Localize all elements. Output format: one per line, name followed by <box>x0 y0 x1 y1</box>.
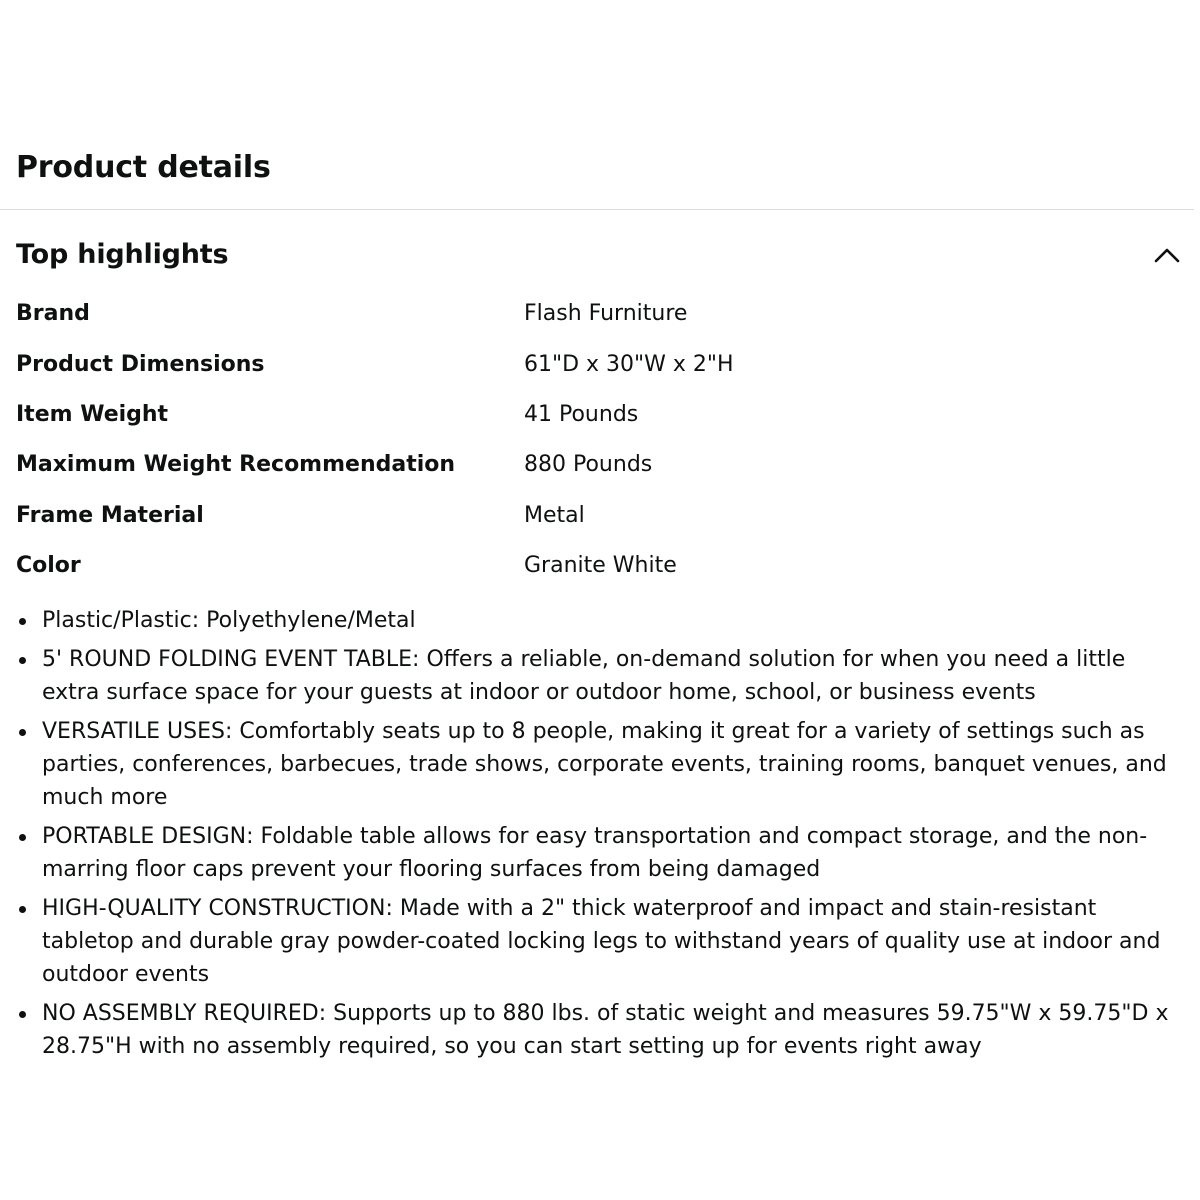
spec-row-product-dimensions <box>16 339 1176 389</box>
collapse-toggle-button[interactable] <box>1150 238 1184 272</box>
spec-value: 880 Pounds <box>524 452 653 478</box>
bullet-icon <box>19 906 26 913</box>
spec-label: Frame Material <box>16 502 204 528</box>
bullet-item <box>0 820 1176 886</box>
page-title: Product details <box>16 150 271 185</box>
spec-row-brand <box>16 289 1176 339</box>
bullet-icon <box>19 834 26 841</box>
bullet-icon <box>19 1011 26 1018</box>
bullet-text: PORTABLE DESIGN: Foldable table allows for easy transportation and compact storage, and the non-marring floor caps prevent your flooring surfaces from being damaged <box>42 824 1148 882</box>
bullet-item <box>0 997 1176 1063</box>
spec-value: 61"D x 30"W x 2"H <box>524 351 734 377</box>
section-title: Top highlights <box>16 239 229 270</box>
bullet-item <box>0 715 1176 814</box>
spec-row-max-weight <box>16 440 1176 490</box>
bullet-text: HIGH-QUALITY CONSTRUCTION: Made with a 2" thick waterproof and impact and stain-resistant tabletop and durable gray powder-coated locking legs to withstand years of quality use at indoor and outdoor events <box>42 896 1161 987</box>
bullet-icon <box>19 729 26 736</box>
spec-row-item-weight <box>16 390 1176 440</box>
bullet-item <box>0 892 1176 991</box>
bullet-text: Plastic/Plastic: Polyethylene/Metal <box>42 608 416 633</box>
spec-value: 41 Pounds <box>524 401 639 427</box>
bullet-text: 5' ROUND FOLDING EVENT TABLE: Offers a reliable, on-demand solution for when you need a little extra surface space for your guests at indoor or outdoor home, school, or business events <box>42 647 1126 705</box>
spec-label: Color <box>16 553 81 579</box>
bullet-icon <box>19 618 26 625</box>
bullet-item <box>0 643 1176 709</box>
bullet-icon <box>19 657 26 664</box>
spec-label: Product Dimensions <box>16 351 265 377</box>
highlights-bullet-list <box>0 604 1176 1069</box>
spec-value: Metal <box>524 502 585 528</box>
bullet-text: NO ASSEMBLY REQUIRED: Supports up to 880 lbs. of static weight and measures 59.75"W x 59.75"D x 28.75"H with no assembly required, so you can start setting up for events right away <box>42 1001 1169 1059</box>
chevron-up-icon[interactable] <box>1154 247 1180 263</box>
spec-label: Maximum Weight Recommendation <box>16 452 456 478</box>
spec-value: Granite White <box>524 553 677 579</box>
spec-row-color <box>16 541 1176 591</box>
spec-value: Flash Furniture <box>524 301 688 327</box>
specs-table <box>16 289 1176 591</box>
spec-label: Item Weight <box>16 401 169 427</box>
bullet-item <box>0 604 1176 637</box>
section-divider <box>0 209 1194 210</box>
spec-label: Brand <box>16 301 90 327</box>
spec-row-frame-material <box>16 491 1176 541</box>
top-highlights-header[interactable] <box>16 234 1184 276</box>
bullet-text: VERSATILE USES: Comfortably seats up to 8 people, making it great for a variety of settings such as parties, conferences, barbecues, trade shows, corporate events, training rooms, banquet venues, and much more <box>42 719 1167 810</box>
